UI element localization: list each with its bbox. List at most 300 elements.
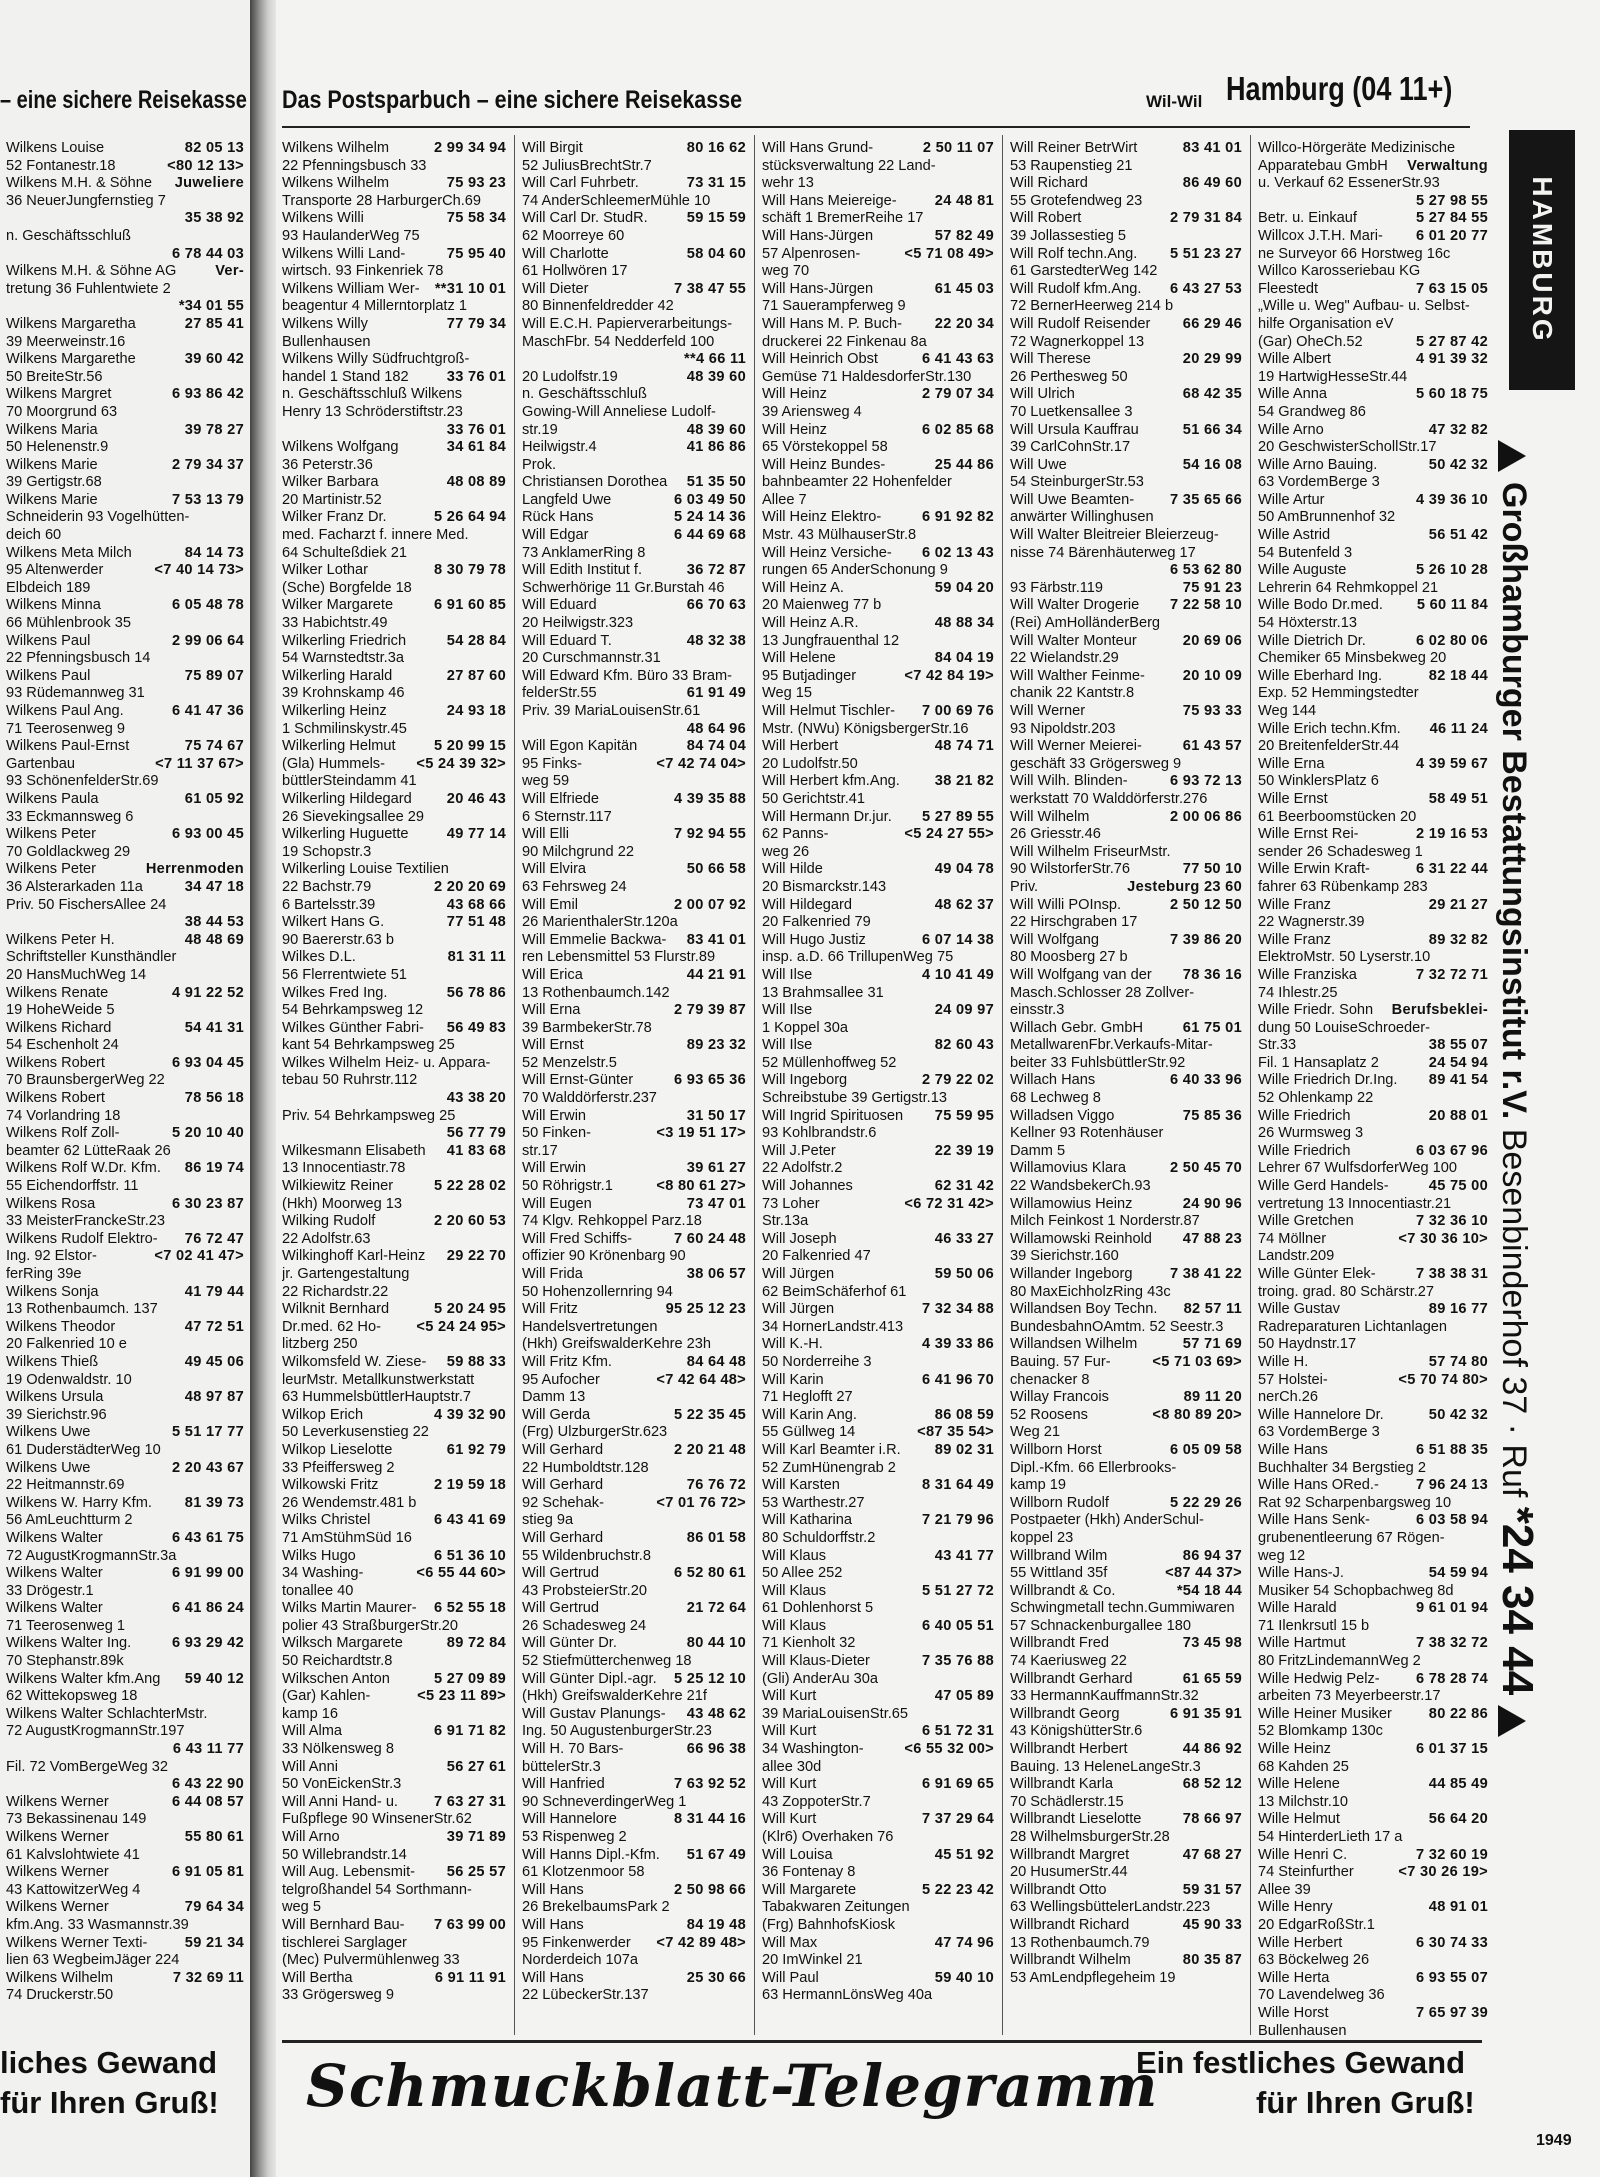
listing-line (762, 1723, 994, 1741)
listing-text: Kellner 93 Rotenhäuser (1010, 1125, 1164, 1142)
listing-line (6, 1090, 244, 1108)
listing-text: Lehrer 67 WulfsdorferWeg 100 (1258, 1160, 1458, 1177)
listing-text: Priv. 54 Behrkampsweg 25 (282, 1107, 456, 1124)
listing-text: Ing. 50 AugustenburgerStr.23 (522, 1723, 712, 1740)
listing-text: 93 Nipoldstr.203 (1010, 720, 1116, 737)
listing-text: Will Heinz A.R. (762, 615, 859, 632)
listing-text: Will Carl Fuhrbetr. (522, 175, 639, 192)
listing-phone: 24 48 81 (934, 192, 994, 209)
listing-text: Wille Horst (1258, 2004, 1329, 2021)
listing-text: Will Joseph (762, 1230, 837, 1247)
listing-text: Will Ilse (762, 966, 813, 983)
listing-text: 74 Kaeriusweg 22 (1010, 1653, 1127, 1670)
listing-line (522, 1635, 746, 1653)
listing-phone: 59 50 06 (934, 1266, 994, 1282)
listing-line (522, 1248, 746, 1266)
listing-text: 55 Wittland 35f (1010, 1565, 1108, 1582)
listing-phone: 41 79 44 (184, 1283, 244, 1300)
listing-line (282, 1952, 506, 1970)
listing-line (282, 685, 506, 703)
listing-phone: 86 08 59 (934, 1406, 994, 1423)
listing-text: wehr 13 (762, 175, 814, 192)
listing-phone: 20 10 09 (1182, 667, 1242, 684)
listing-line (522, 1266, 746, 1284)
listing-line (282, 140, 506, 158)
listing-text: Willamowski Reinhold (1010, 1230, 1152, 1247)
listing-text: n. Geschäftsschluß Wilkens (282, 386, 463, 403)
listing-text: 57 Holstei- (1258, 1371, 1328, 1388)
listing-text: Fleestedt (1258, 280, 1319, 297)
listing-line (762, 1178, 994, 1196)
listing-line (762, 492, 994, 510)
listing-text: Will Gerhard (522, 1529, 604, 1546)
listing-text: Transporte 28 HarburgerCh.69 (282, 192, 482, 209)
listing-line (282, 1336, 506, 1354)
listing-line (522, 1178, 746, 1196)
listing-line (282, 650, 506, 668)
listing-line (522, 1829, 746, 1847)
listing-line (522, 246, 746, 264)
listing-phone: 83 41 01 (1182, 140, 1242, 156)
listing-line (1010, 1917, 1242, 1935)
listing-line (6, 158, 244, 176)
listing-line (6, 210, 244, 228)
listing-text: Willcox J.T.H. Mari- (1258, 227, 1383, 244)
listing-line (282, 826, 506, 844)
listing-line (282, 703, 506, 721)
listing-phone: 6 30 23 87 (172, 1195, 244, 1212)
listing-line (762, 1548, 994, 1566)
listing-line (762, 1284, 994, 1302)
listing-phone: 49 77 14 (446, 826, 506, 843)
listing-phone: 5 60 18 75 (1416, 386, 1488, 403)
listing-phone: 61 75 01 (1182, 1019, 1242, 1036)
listing-phone: 77 51 48 (446, 914, 506, 931)
left-page-edge (0, 0, 250, 2177)
listing-text: 50 AmBrunnenhof 32 (1258, 509, 1396, 526)
listing-text: 64 Schulteßdiek 21 (282, 544, 407, 561)
listing-text: Wilkerling Friedrich (282, 632, 407, 649)
listing-line (1010, 1829, 1242, 1847)
listing-text: 62 BeimSchäferhof 61 (762, 1283, 907, 1300)
listing-text: 54 Behrkampsweg 12 (282, 1002, 424, 1019)
listing-text: Wille Erwin Kraft- (1258, 861, 1370, 878)
listing-line (1010, 1336, 1242, 1354)
listing-text: (Hkh) GreifswalderKehre 23h (522, 1336, 711, 1353)
listing-text: 95 Butjadinger (762, 667, 857, 684)
listing-phone: 2 20 43 67 (172, 1459, 244, 1476)
listing-line (1258, 1160, 1488, 1178)
listing-text: rungen 65 AnderSchonung 9 (762, 562, 948, 579)
listing-text: Wilkens Willy Südfruchtgroß- (282, 351, 470, 368)
listing-line (522, 386, 746, 404)
listing-phone: 6 01 37 15 (1416, 1741, 1488, 1758)
listing-line (522, 861, 746, 879)
listing-text: 50 Helenenstr.9 (6, 439, 109, 456)
listing-line (282, 210, 506, 228)
listing-text: 63 VordemBerge 3 (1258, 474, 1380, 491)
listing-text: Wille Harald (1258, 1600, 1337, 1617)
listing-line (762, 580, 994, 598)
listing-phone: 75 85 36 (1182, 1107, 1242, 1124)
listing-line (282, 1090, 506, 1108)
listing-line (1258, 1811, 1488, 1829)
listing-text: Will Bernhard Bau- (282, 1916, 405, 1933)
listing-text: 72 Wagnerkoppel 13 (1010, 333, 1145, 350)
listing-phone: 4 91 22 52 (172, 984, 244, 1001)
listing-line (1010, 1952, 1242, 1970)
listing-text: Wilker Margarete (282, 597, 394, 614)
listing-text: Bullenhausen (282, 333, 371, 350)
listing-text: 52 Fontanestr.18 (6, 157, 116, 174)
listing-phone: 6 07 14 38 (922, 931, 994, 948)
listing-phone: 38 21 82 (934, 773, 994, 790)
listing-phone: 39 71 89 (446, 1829, 506, 1845)
listing-text: 95 Altenwerder (6, 562, 104, 579)
listing-line (6, 914, 244, 932)
listing-line (1010, 1899, 1242, 1917)
listing-text: koppel 23 (1010, 1529, 1074, 1546)
listing-phone: 46 11 24 (1429, 720, 1488, 737)
listing-text: 61 GarstedterWeg 142 (1010, 263, 1158, 280)
listing-line (1258, 545, 1488, 563)
page-header-title: Das Postsparbuch – eine sichere Reisekasse (282, 86, 743, 114)
listing-line (6, 967, 244, 985)
listing-text: kamp 16 (282, 1705, 338, 1722)
listing-text: 52 Ohlenkamp 22 (1258, 1090, 1374, 1107)
listing-line (1258, 685, 1488, 703)
listing-line (6, 1618, 244, 1636)
listing-text: Will Herbert kfm.Ang. (762, 773, 900, 790)
listing-phone: 5 20 24 95 (434, 1301, 506, 1318)
listing-line (1010, 985, 1242, 1003)
listing-text: chanik 22 Kantstr.8 (1010, 685, 1135, 702)
listing-text: Wilkesmann Elisabeth (282, 1142, 426, 1159)
listing-text: Wilkerling Helmut (282, 738, 396, 755)
listing-line (1010, 949, 1242, 967)
listing-line (522, 1882, 746, 1900)
listing-phone: 2 99 06 64 (172, 632, 244, 649)
listing-line (762, 1741, 994, 1759)
listing-text: Will Hermann Dr.jur. (762, 808, 892, 825)
listing-phone: 7 60 24 48 (674, 1230, 746, 1247)
listing-text: Wilkens Wolfgang (282, 439, 399, 456)
listing-text: Will Kurt (762, 1776, 817, 1793)
listing-line (1258, 1460, 1488, 1478)
listing-text: Wilkens Peter (6, 826, 97, 843)
listing-text: Wilkens Marie (6, 456, 98, 473)
listing-line (282, 1512, 506, 1530)
listing-line (522, 1125, 746, 1143)
listing-line (6, 633, 244, 651)
listing-text: Will Helmut Tischler- (762, 703, 895, 719)
listing-text: Willamowius Heinz (1010, 1195, 1133, 1212)
listing-text: (Gla) Hummels- (282, 755, 385, 772)
listing-line (762, 1037, 994, 1055)
listing-text: 95 Aufocher (522, 1371, 600, 1388)
listing-phone: 7 32 60 19 (1416, 1846, 1488, 1863)
listing-phone: 73 31 15 (686, 175, 746, 192)
listing-line (762, 1935, 994, 1953)
listing-text: Will Edith Institut f. (522, 562, 643, 579)
listing-text: 1 Koppel 30a (762, 1019, 849, 1036)
listing-phone: 77 79 34 (446, 315, 506, 332)
listing-line (6, 685, 244, 703)
listing-text: Gowing-Will Anneliese Ludolf- (522, 403, 716, 420)
listing-phone: 5 22 29 26 (1170, 1494, 1242, 1511)
listing-line (1010, 1495, 1242, 1513)
listing-text: 71 Ilenkrsutl 15 b (1258, 1617, 1370, 1634)
listing-line (1010, 1759, 1242, 1777)
listing-text: arbeiten 73 Meyerbeerstr.17 (1258, 1688, 1441, 1705)
listing-text: Will Walter Bleitreier Bleierzeug- (1010, 527, 1219, 544)
listing-phone: 81 31 11 (447, 949, 506, 966)
listing-line (762, 1460, 994, 1478)
listing-phone: <5 70 74 80> (1398, 1371, 1488, 1388)
listing-text: Wilkens Robert (6, 1054, 105, 1071)
listing-line (522, 1899, 746, 1917)
listing-line (1010, 1864, 1242, 1882)
listing-text: 26 Sievekingsallee 29 (282, 808, 424, 825)
listing-text: ren Lebensmittel 53 Flurstr.89 (522, 949, 716, 966)
listing-line (522, 1143, 746, 1161)
listing-line (762, 897, 994, 915)
listing-text: Wilkens Uwe (6, 1424, 91, 1441)
listing-phone: 6 91 99 00 (172, 1565, 244, 1582)
funeral-institute-name: Großhamburger Bestattungsinstitut r.V. (1495, 482, 1533, 1120)
listing-line (1258, 1987, 1488, 2005)
listing-text: n. Geschäftsschluß (522, 386, 647, 403)
listing-line (522, 158, 746, 176)
listing-text: Will Egon Kapitän (522, 738, 638, 755)
listing-phone: 29 21 27 (1428, 896, 1488, 913)
listing-line (1258, 228, 1488, 246)
listing-text: 54 HinterderLieth 17 a (1258, 1829, 1403, 1845)
listing-text: 26 Perthesweg 50 (1010, 368, 1128, 385)
listing-phone: 50 42 32 (1428, 456, 1488, 473)
listing-text: 50 VonEickenStr.3 (282, 1776, 402, 1793)
listing-phone: <5 71 03 69> (1152, 1353, 1242, 1370)
listing-text: Mstr. 43 MülhauserStr.8 (762, 527, 917, 544)
listing-line (6, 1706, 244, 1724)
listing-text: 63 Böckelweg 26 (1258, 1952, 1370, 1969)
listing-phone: 58 04 60 (686, 245, 746, 262)
listing-phone: 6 91 69 65 (922, 1776, 994, 1793)
listing-text: Bullenhausen (1258, 2022, 1347, 2039)
listing-text: 54 SteinburgerStr.53 (1010, 474, 1144, 491)
listing-line (762, 1108, 994, 1126)
listing-line (282, 914, 506, 932)
listing-line (762, 1776, 994, 1794)
listing-phone: <5 24 27 55> (904, 826, 994, 843)
listing-line (6, 1530, 244, 1548)
listing-line (762, 263, 994, 281)
listing-line (522, 404, 746, 422)
listing-line (6, 334, 244, 352)
listing-text: 50 Röhrigstr.1 (522, 1178, 613, 1195)
listing-text: Will Hugo Justiz (762, 931, 866, 948)
listing-line (6, 1301, 244, 1319)
listing-text: (Hkh) GreifswalderKehre 21f (522, 1688, 707, 1705)
listing-line (6, 1037, 244, 1055)
listing-text: Will Kurt (762, 1811, 817, 1828)
listing-phone: 48 62 37 (934, 896, 994, 913)
listing-line (6, 316, 244, 334)
listing-text: Will Hans Grund- (762, 140, 874, 156)
listing-line (522, 193, 746, 211)
listing-text: Wilkens Rosa (6, 1195, 96, 1212)
listing-line (522, 1072, 746, 1090)
listing-text: Will Uwe (1010, 456, 1067, 473)
listing-line (1010, 1530, 1242, 1548)
listing-text: 33 MeisterFranckeStr.23 (6, 1213, 165, 1230)
listing-text: 93 SchönenfelderStr.69 (6, 773, 159, 790)
listing-line (1010, 1635, 1242, 1653)
listing-line (522, 914, 746, 932)
listing-text: Will Aug. Lebensmit- (282, 1864, 416, 1881)
listing-phone: 5 51 27 72 (922, 1582, 994, 1599)
listing-line (1258, 492, 1488, 510)
listing-phone: 7 63 99 00 (434, 1916, 506, 1933)
listing-line (1010, 1847, 1242, 1865)
listing-text: Wilkens Meta Milch (6, 544, 132, 561)
listing-text: Will Wilhelm (1010, 808, 1090, 825)
listing-line (6, 985, 244, 1003)
listing-text: 74 Ihlestr.25 (1258, 984, 1338, 1001)
listing-line (282, 1178, 506, 1196)
listing-line (282, 1460, 506, 1478)
listing-line (522, 210, 746, 228)
listing-line (762, 1864, 994, 1882)
listing-text: Wille Helene (1258, 1776, 1340, 1793)
listing-phone: 6 91 05 81 (172, 1864, 244, 1881)
listing-text: Will Hilde (762, 861, 823, 878)
column-divider (1250, 135, 1251, 2035)
listing-line (1258, 1108, 1488, 1126)
listing-phone: 50 42 32 (1428, 1406, 1488, 1423)
listing-phone: 4 39 36 10 (1416, 491, 1488, 508)
listing-phone: 21 72 64 (686, 1600, 746, 1617)
listing-phone: 2 00 06 86 (1170, 808, 1242, 825)
listing-text: Radreparaturen Lichtanlagen (1258, 1318, 1448, 1335)
listing-phone: 47 05 89 (934, 1688, 994, 1705)
listing-phone: 61 65 59 (1182, 1670, 1242, 1687)
listing-phone: 7 63 15 05 (1416, 280, 1488, 297)
listing-line (1010, 773, 1242, 791)
listing-phone: 82 18 44 (1428, 667, 1488, 684)
listing-line (1258, 1072, 1488, 1090)
listing-phone: <7 42 64 48> (656, 1371, 746, 1388)
listing-text: Wilkens Walter Ing. (6, 1635, 132, 1652)
listing-line (1258, 1442, 1488, 1460)
listing-line (1258, 1759, 1488, 1777)
listing-text: Will Hannelore (522, 1811, 617, 1828)
listing-phone: 89 23 32 (686, 1037, 746, 1054)
listing-text: 73 Bekassinenau 149 (6, 1811, 147, 1828)
listing-line (282, 1143, 506, 1161)
listing-line (1010, 1477, 1242, 1495)
listing-line (1010, 967, 1242, 985)
listing-line (522, 175, 746, 193)
listing-text: (Gar) OheCh.52 (1258, 333, 1363, 350)
listing-text: Will Charlotte (522, 245, 609, 262)
listing-phone: 77 50 10 (1182, 861, 1242, 878)
listing-line (6, 1952, 244, 1970)
listing-line (282, 1565, 506, 1583)
listing-phone: 51 35 50 (686, 474, 746, 491)
listing-line (282, 1495, 506, 1513)
listing-line (1258, 2005, 1488, 2023)
listing-phone: 7 32 69 11 (172, 1969, 244, 1986)
listing-text: Wille Helmut (1258, 1811, 1340, 1828)
listing-line (1258, 1231, 1488, 1249)
listing-text: sender 26 Schadesweg 1 (1258, 843, 1423, 860)
book-spine (250, 0, 276, 2177)
listing-text: Wilkens Werner (6, 1793, 109, 1810)
listing-line (522, 597, 746, 615)
listing-text: 71 Teerosenweg 9 (6, 720, 126, 737)
listing-text: Willbrandt Fred (1010, 1635, 1109, 1652)
listing-line (522, 1653, 746, 1671)
listing-line (522, 668, 746, 686)
listing-text: 52 Roosens (1010, 1406, 1088, 1423)
listing-line (762, 1671, 994, 1689)
listing-text: Wille Erna (1258, 755, 1325, 772)
listing-phone: 22 20 34 (934, 315, 994, 332)
listing-line (1258, 1336, 1488, 1354)
listing-text: 63 HummelsbüttlerHauptstr.7 (282, 1389, 471, 1406)
listing-line (1010, 633, 1242, 651)
listing-text: Willbrandt Otto (1010, 1881, 1107, 1898)
listing-text: Will Hans-Jürgen (762, 227, 874, 244)
listing-line (522, 1548, 746, 1566)
listing-line (6, 1160, 244, 1178)
listing-line (6, 650, 244, 668)
listing-text: Wilkinghoff Karl-Heinz (282, 1248, 426, 1265)
listing-text: Will Walter Monteur (1010, 632, 1137, 649)
listing-text: 13 Rothenbaumch.142 (522, 984, 670, 1001)
listing-line (6, 386, 244, 404)
listing-text: Wilkens Theodor (6, 1318, 116, 1335)
listing-line (1258, 2023, 1488, 2041)
listing-line (6, 844, 244, 862)
listing-line (1010, 844, 1242, 862)
listing-line (282, 1354, 506, 1372)
listing-line (282, 158, 506, 176)
listing-phone: 6 01 20 77 (1416, 227, 1488, 244)
listing-text: Tabakwaren Zeitungen (762, 1899, 910, 1916)
listing-line (1258, 1248, 1488, 1266)
listing-phone: 5 27 89 55 (922, 808, 994, 825)
listing-line (762, 404, 994, 422)
listing-line (282, 386, 506, 404)
listing-line (6, 738, 244, 756)
listing-text: Wille Dietrich Dr. (1258, 632, 1366, 649)
listing-text: büttelerStr.3 (522, 1758, 601, 1775)
listing-line (522, 1108, 746, 1126)
listing-line (522, 1284, 746, 1302)
listing-line (522, 1917, 746, 1935)
listing-line (762, 597, 994, 615)
listing-line (282, 457, 506, 475)
listing-line (6, 404, 244, 422)
listing-phone: 86 01 58 (686, 1529, 746, 1546)
listing-line (522, 527, 746, 545)
listing-line (6, 1108, 244, 1126)
listing-line (762, 650, 994, 668)
listing-text: Henry 13 Schröderstiftstr.23 (282, 403, 463, 420)
listing-text: 50 Haydnstr.17 (1258, 1336, 1357, 1353)
